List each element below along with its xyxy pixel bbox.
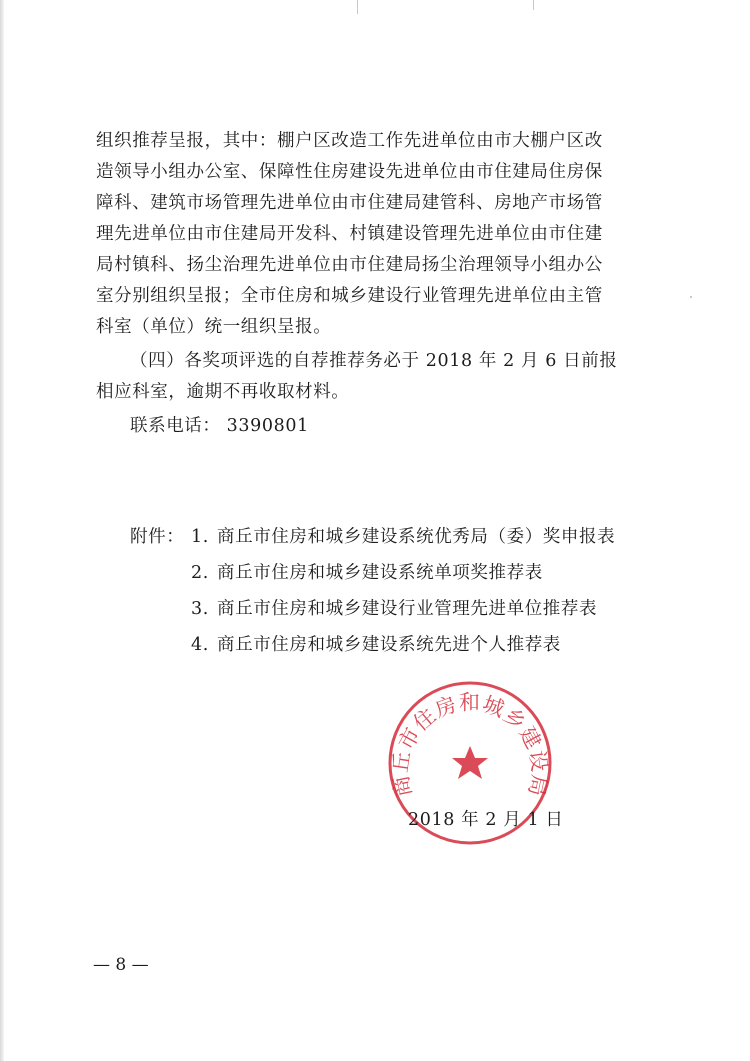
paragraph-line: 室分别组织呈报；全市住房和城乡建设行业管理先进单位由主管 [96, 286, 603, 306]
attachment-number: 2. [191, 563, 209, 583]
document-date: 2018 年 2 月 1 日 [408, 810, 564, 830]
attachment-title: 商丘市住房和城乡建设系统先进个人推荐表 [217, 635, 561, 655]
attachment-title: 商丘市住房和城乡建设系统单项奖推荐表 [217, 563, 543, 583]
paragraph-line: 相应科室，逾期不再收取材料。 [96, 382, 350, 402]
paragraph-line: 局村镇科、扬尘治理先进单位由市住建局扬尘治理领导小组办公 [96, 255, 603, 275]
attachment-item [130, 555, 670, 591]
paragraph-line: 理先进单位由市住建局开发科、村镇建设管理先进单位由市住建 [96, 224, 603, 244]
attachment-title: 商丘市住房和城乡建设行业管理先进单位推荐表 [217, 599, 598, 619]
paragraph-line: 造领导小组办公室、保障性住房建设先进单位由市住建局住房保 [96, 162, 603, 182]
paragraph-line: （四）各奖项评选的自荐推荐务必于 2018 年 2 月 6 日前报 [130, 351, 618, 371]
scan-mark [357, 0, 358, 14]
attachment-item [130, 627, 670, 663]
scan-mark [533, 0, 534, 10]
body-text [96, 126, 658, 442]
attachment-item [130, 519, 670, 555]
scan-edge [0, 0, 4, 1061]
attachment-number: 3. [191, 599, 209, 619]
attachment-number: 1. [191, 527, 209, 547]
paragraph-line: 科室（单位）统一组织呈报。 [96, 317, 332, 337]
attachments-label: 附件： [130, 527, 185, 547]
attachment-number: 4. [191, 635, 209, 655]
contact-phone: 联系电话： 3390801 [130, 416, 309, 436]
seal-text: 商丘市住房和城乡建设局 [388, 690, 552, 800]
scan-mark [690, 296, 692, 298]
paragraph-line: 障科、建筑市场管理先进单位由市住建局建管科、房地产市场管 [96, 193, 603, 213]
attachment-title: 商丘市住房和城乡建设系统优秀局（委）奖申报表 [217, 527, 616, 547]
seal-star-icon [452, 746, 488, 779]
page-number: — 8 — [93, 955, 149, 975]
attachment-item [130, 591, 670, 627]
attachments-list [130, 519, 670, 663]
paragraph-line: 组织推荐呈报，其中：棚户区改造工作先进单位由市大棚户区改 [96, 131, 603, 151]
